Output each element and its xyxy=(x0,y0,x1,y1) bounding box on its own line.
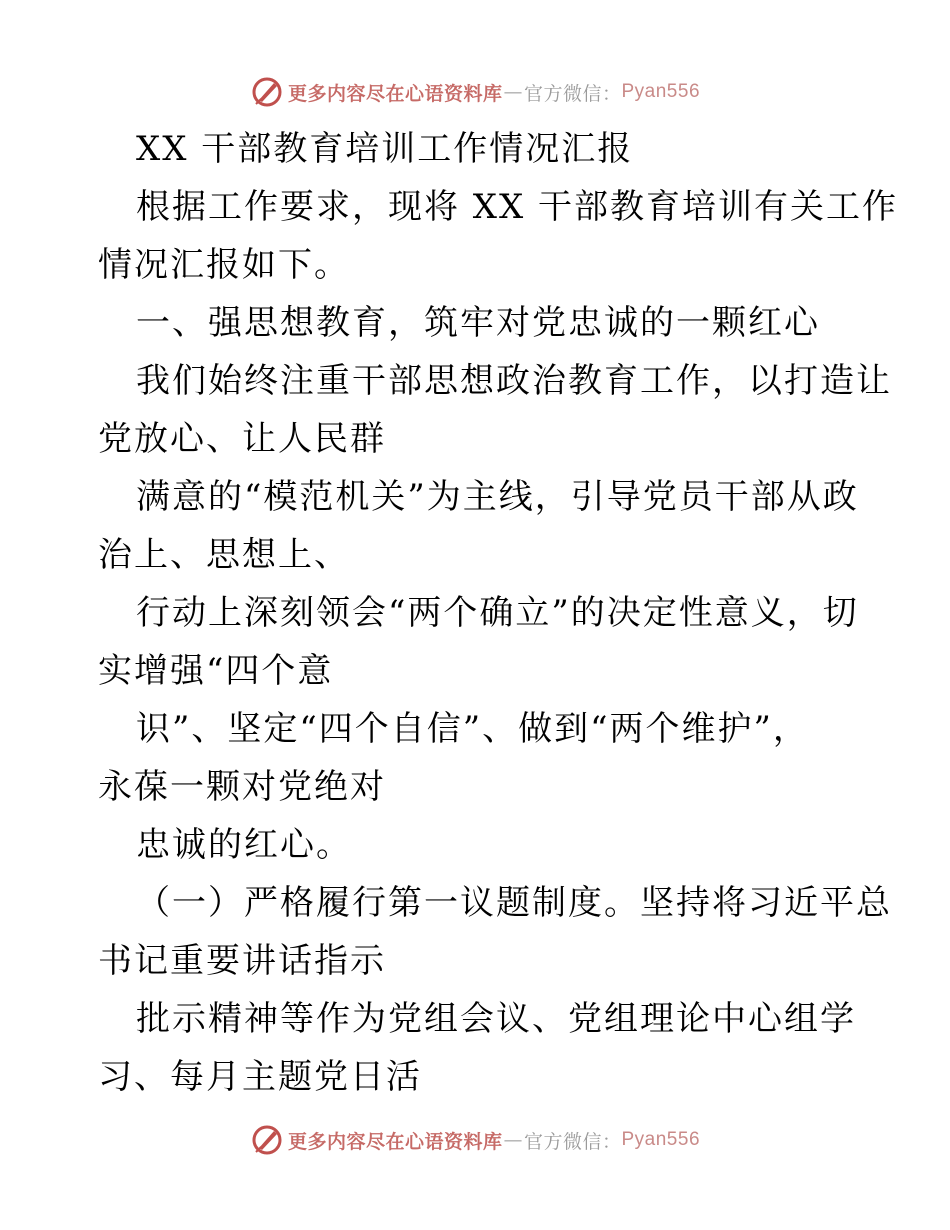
paragraph-line: 治上、思想上、 xyxy=(98,535,350,575)
paragraph-line: 我们始终注重干部思想政治教育工作，以打造让 xyxy=(136,361,892,401)
watermark-wechat-label: 官方微信： xyxy=(523,82,622,105)
paragraph-line: 实增强“四个意 xyxy=(98,651,334,691)
paragraph-line: 忠诚的红心。 xyxy=(136,825,352,865)
paragraph-line: 书记重要讲话指示 xyxy=(98,941,386,981)
paragraph-line: 永葆一颗对党绝对 xyxy=(98,767,386,807)
paragraph-line: 习、每月主题党日活 xyxy=(98,1057,422,1097)
quill-logo-icon xyxy=(250,1123,284,1157)
watermark-wechat-label: 官方微信： xyxy=(523,1130,622,1153)
paragraph-line: 党放心、让人民群 xyxy=(98,419,386,459)
watermark-wechat-id: Pyan556 xyxy=(621,1129,701,1150)
document-body xyxy=(98,120,899,1106)
document-title: XX 干部教育培训工作情况汇报 xyxy=(136,129,634,169)
quill-logo-icon xyxy=(250,75,284,109)
paragraph-line: 批示精神等作为党组会议、党组理论中心组学 xyxy=(136,999,856,1039)
watermark-dash: — xyxy=(503,1129,523,1151)
watermark-main-text: 更多内容尽在心语资料库 xyxy=(287,82,503,105)
paragraph-line: 识”、坚定“四个自信”、做到“两个维护”， xyxy=(136,709,809,749)
paragraph-line: 情况汇报如下。 xyxy=(98,245,350,285)
section-heading: 一、强思想教育，筑牢对党忠诚的一颗红心 xyxy=(136,303,820,343)
watermark-wechat-id: Pyan556 xyxy=(621,81,701,102)
subsection-line: （一）严格履行第一议题制度。坚持将习近平总 xyxy=(136,883,892,923)
header-watermark xyxy=(0,70,950,114)
watermark-dash: — xyxy=(503,81,523,103)
paragraph-line: 根据工作要求，现将 XX 干部教育培训有关工作 xyxy=(136,187,899,227)
footer-watermark xyxy=(0,1118,950,1162)
watermark-main-text: 更多内容尽在心语资料库 xyxy=(287,1130,503,1153)
paragraph-line: 行动上深刻领会“两个确立”的决定性意义，切 xyxy=(136,593,859,633)
paragraph-line: 满意的“模范机关”为主线，引导党员干部从政 xyxy=(136,477,859,517)
